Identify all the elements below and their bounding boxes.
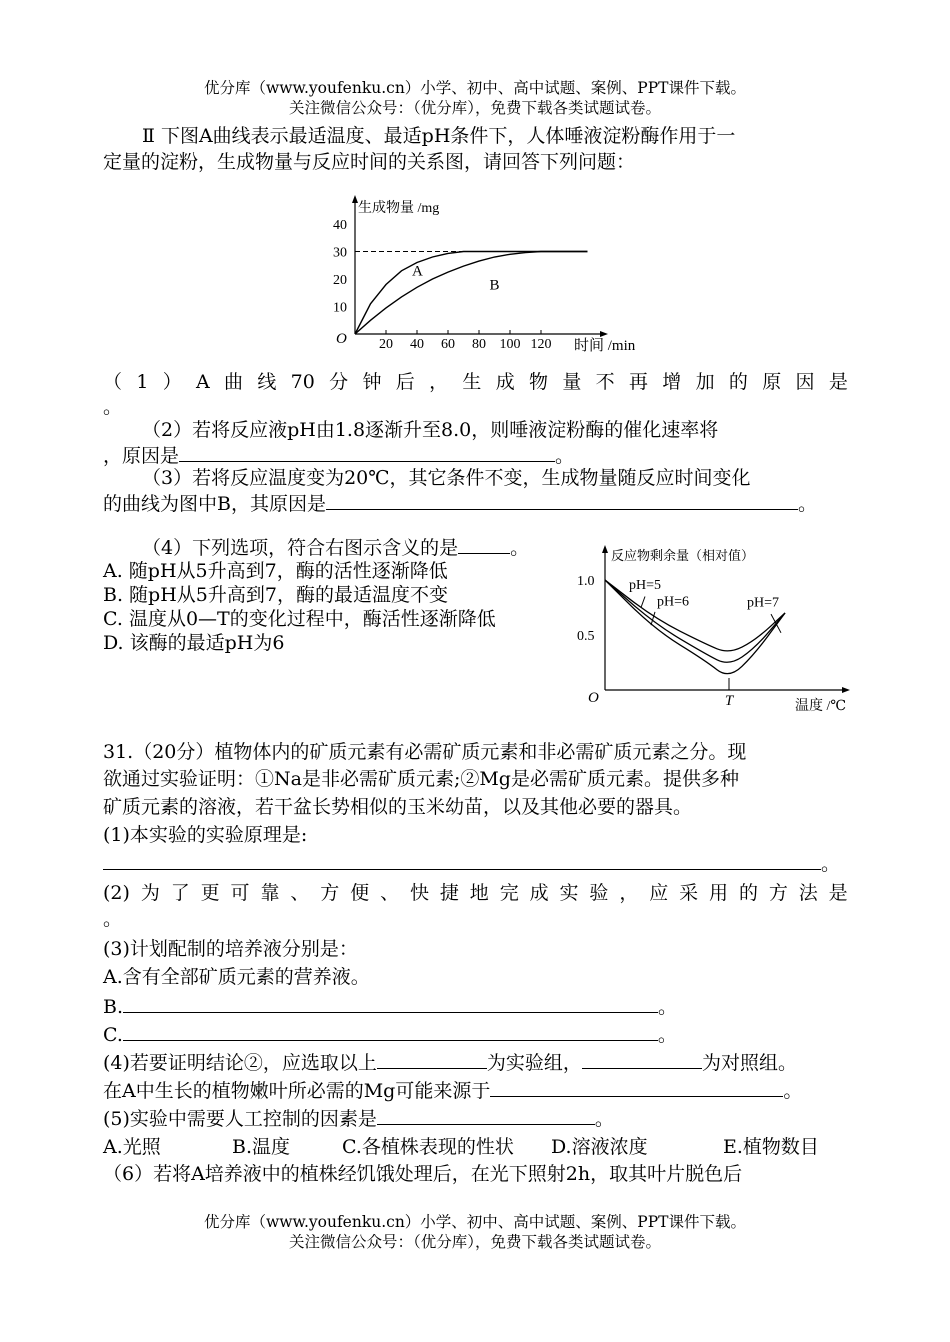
p4-control-blank[interactable] — [582, 1050, 702, 1069]
chart2-ylabel: 反应物剩余量（相对值） — [611, 548, 755, 563]
q1-char: 再 — [628, 371, 648, 393]
x-tick-label: 100 — [499, 337, 521, 352]
p2-char: 可 — [230, 882, 250, 904]
q1-char: 钟 — [362, 371, 382, 393]
p5-end: 。 — [594, 1108, 614, 1130]
p2-char: 、 — [290, 882, 310, 904]
series-pointer-pH=5 — [641, 597, 645, 608]
p5-text: (5)实验中需要人工控制的因素是 — [103, 1108, 377, 1130]
q4-option-d: D. 该酶的最适pH为6 — [103, 632, 285, 654]
q1-char: ， — [429, 371, 449, 393]
p2-char: ， — [619, 882, 639, 904]
x-tick-label: 40 — [410, 337, 424, 352]
q1-char: 70 — [290, 371, 315, 393]
q1-char: 是 — [828, 371, 848, 393]
series-line-pH=7 — [605, 577, 785, 674]
q4-stem-text: （4）下列选项，符合右图示含义的是 — [142, 537, 459, 559]
q2-end: 。 — [555, 445, 575, 467]
q1-char: 加 — [695, 371, 715, 393]
p3c-label: C. — [103, 1024, 123, 1046]
q1-end: 。 — [103, 396, 123, 418]
series-label-pH=5: pH=5 — [629, 577, 662, 593]
q2-reason-label: ，原因是 — [103, 445, 180, 467]
x-tick-label: 60 — [441, 337, 455, 352]
footer-line-2: 关注微信公众号：（优分库），免费下载各类试题试卷。 — [288, 1233, 661, 1251]
q1-char: 曲 — [224, 371, 244, 393]
chart2-xlabel: 温度 /℃ — [795, 699, 847, 714]
p5-answer-blank[interactable] — [377, 1106, 595, 1125]
q3-line-1: （3）若将反应温度变为20℃，其它条件不变，生成物量随反应时间变化 — [142, 467, 751, 489]
q2-line-1: （2）若将反应液pH由1.8逐渐升至8.0，则唾液淀粉酶的催化速率将 — [142, 419, 719, 441]
substrate-temperature-chart — [575, 540, 865, 720]
q31-p1-answer — [103, 851, 840, 876]
q2-answer-blank[interactable] — [179, 443, 555, 462]
p2-char: 完 — [499, 882, 519, 904]
y-tick-label: 10 — [333, 300, 347, 316]
q31-p6: （6）若将A培养液中的植株经饥饿处理后，在光下照射2h，取其叶片脱色后 — [103, 1163, 743, 1185]
q3-line-2 — [103, 491, 817, 516]
product-time-chart — [320, 192, 660, 360]
p4-mg-source-blank[interactable] — [490, 1078, 783, 1097]
q1-line — [103, 370, 848, 394]
x-tick-label: 80 — [472, 337, 486, 352]
series-label-pH=6: pH=6 — [657, 594, 690, 610]
q4-stem — [142, 535, 529, 560]
p2-char: 应 — [649, 882, 669, 904]
q1-char: A — [196, 371, 210, 393]
p4-part-b: 为实验组， — [486, 1052, 582, 1074]
q1-char: 后 — [395, 371, 415, 393]
q31-p3a: A.含有全部矿质元素的营养液。 — [103, 966, 370, 988]
q1-char: 1 — [136, 371, 149, 393]
p2-char: 法 — [798, 882, 818, 904]
q1-char: 因 — [795, 371, 815, 393]
q3-reason-label: 的曲线为图中B，其原因是 — [103, 493, 326, 515]
p2-char: (2) — [103, 882, 130, 904]
q1-char: （ — [103, 371, 123, 393]
y-tick-label: 0.5 — [577, 629, 595, 644]
p2-char: 是 — [828, 882, 848, 904]
p2-char: 便 — [350, 882, 370, 904]
p5-option-c: C.各植株表现的性状 — [342, 1136, 514, 1158]
chart2-origin: O — [588, 690, 599, 706]
p2-char: 实 — [559, 882, 579, 904]
p2-char: 靠 — [260, 882, 280, 904]
series-line-B — [355, 252, 588, 335]
p1-answer-blank[interactable] — [103, 851, 821, 870]
q1-char: 的 — [728, 371, 748, 393]
q31-p2-line — [103, 881, 848, 905]
p5-option-b: B.温度 — [232, 1136, 291, 1158]
q4-option-c: C. 温度从0—T的变化过程中，酶活性逐渐降低 — [103, 608, 496, 630]
p3b-label: B. — [103, 996, 124, 1018]
q3-end: 。 — [797, 493, 817, 515]
q1-char: 量 — [562, 371, 582, 393]
p2-char: 更 — [200, 882, 220, 904]
chart1-origin: O — [336, 331, 347, 347]
q31-line-1: 31.（20分）植物体内的矿质元素有必需矿质元素和非必需矿质元素之分。现 — [103, 741, 747, 763]
p2-char: 方 — [768, 882, 788, 904]
p4-part-a: (4)若要证明结论②，应选取以上 — [103, 1052, 377, 1074]
q1-char: 物 — [529, 371, 549, 393]
q31-line-3: 矿质元素的溶液，若干盆长势相似的玉米幼苗，以及其他必要的器具。 — [103, 796, 693, 818]
y-tick-label: 30 — [333, 245, 347, 261]
q4-answer-blank[interactable] — [458, 535, 510, 554]
q1-char: 生 — [462, 371, 482, 393]
p1-end: 。 — [821, 853, 841, 875]
series-label-B: B — [489, 277, 500, 294]
y-tick-label: 40 — [333, 218, 347, 233]
q1-char: ） — [162, 371, 182, 393]
intro-line-1: Ⅱ 下图A曲线表示最适温度、最适pH条件下，人体唾液淀粉酶作用于一 — [142, 125, 736, 147]
chart1-xlabel: 时间 /min — [574, 338, 636, 354]
p3b-answer-blank[interactable] — [123, 994, 658, 1013]
q1-char: 线 — [257, 371, 277, 393]
q31-p4 — [103, 1050, 797, 1075]
x-tick-label-T: T — [724, 693, 734, 709]
series-label-pH=7: pH=7 — [747, 595, 780, 611]
y-tick-label: 20 — [333, 273, 347, 288]
p2-end: 。 — [103, 908, 123, 930]
chart1-ylabel: 生成物量 /mg — [358, 201, 440, 216]
p4-line2-end: 。 — [783, 1080, 803, 1102]
p2-char: 用 — [709, 882, 729, 904]
p3c-answer-blank[interactable] — [123, 1022, 658, 1041]
q4-option-a: A. 随pH从5升高到7，酶的活性逐渐降低 — [103, 560, 448, 582]
p2-char: 捷 — [439, 882, 459, 904]
q2-line-2 — [103, 443, 574, 468]
q1-char: 成 — [495, 371, 515, 393]
p4-experiment-blank[interactable] — [377, 1050, 487, 1069]
footer-line-1: 优分库（www.youfenku.cn）小学、初中、高中试题、案例、PPT课件下载。 — [203, 1213, 747, 1231]
q1-char: 分 — [329, 371, 349, 393]
p2-char: 地 — [469, 882, 489, 904]
p2-char: 的 — [738, 882, 758, 904]
p2-char: 为 — [140, 882, 160, 904]
chart1-axes — [352, 195, 608, 337]
q31-p3b — [103, 994, 677, 1019]
p3b-end: 。 — [658, 996, 678, 1018]
p4-line2-text: 在A中生长的植物嫩叶所必需的Mg可能来源于 — [103, 1080, 491, 1102]
p2-char: 验 — [589, 882, 609, 904]
q1-char: 增 — [662, 371, 682, 393]
p5-option-a: A.光照 — [103, 1136, 161, 1158]
q3-answer-blank[interactable] — [326, 491, 798, 510]
series-label-A: A — [412, 263, 423, 280]
header-line-2: 关注微信公众号：（优分库），免费下载各类试题试卷。 — [288, 99, 661, 117]
p3c-end: 。 — [657, 1024, 677, 1046]
q31-p3c — [103, 1022, 677, 1047]
intro-line-2: 定量的淀粉，生成物量与反应时间的关系图，请回答下列问题： — [103, 151, 636, 173]
p5-option-e: E.植物数目 — [723, 1136, 819, 1158]
q4-end: 。 — [510, 537, 530, 559]
p2-char: 、 — [380, 882, 400, 904]
q31-p5 — [103, 1106, 614, 1131]
y-tick-label: 1.0 — [577, 574, 595, 589]
p2-char: 成 — [529, 882, 549, 904]
q4-option-b: B. 随pH从5升高到7，酶的最适温度不变 — [103, 584, 448, 606]
q31-p4-line2 — [103, 1078, 802, 1103]
q31-p3: (3)计划配制的培养液分别是： — [103, 938, 358, 960]
x-tick-label: 120 — [530, 337, 552, 352]
header-line-1: 优分库（www.youfenku.cn）小学、初中、高中试题、案例、PPT课件下载。 — [203, 79, 747, 97]
p2-char: 了 — [170, 882, 190, 904]
p2-char: 采 — [679, 882, 699, 904]
x-tick-label: 20 — [379, 337, 393, 352]
q31-line-2: 欲通过实验证明：①Na是非必需矿质元素;②Mg是必需矿质元素。提供多种 — [103, 768, 739, 790]
q1-char: 不 — [595, 371, 615, 393]
q31-p1: (1)本实验的实验原理是: — [103, 824, 308, 846]
p5-option-d: D.溶液浓度 — [551, 1136, 648, 1158]
p2-char: 方 — [320, 882, 340, 904]
series-pointer-pH=6 — [651, 612, 655, 625]
p4-part-c: 为对照组。 — [701, 1052, 797, 1074]
p2-char: 快 — [409, 882, 429, 904]
q1-char: 原 — [762, 371, 782, 393]
